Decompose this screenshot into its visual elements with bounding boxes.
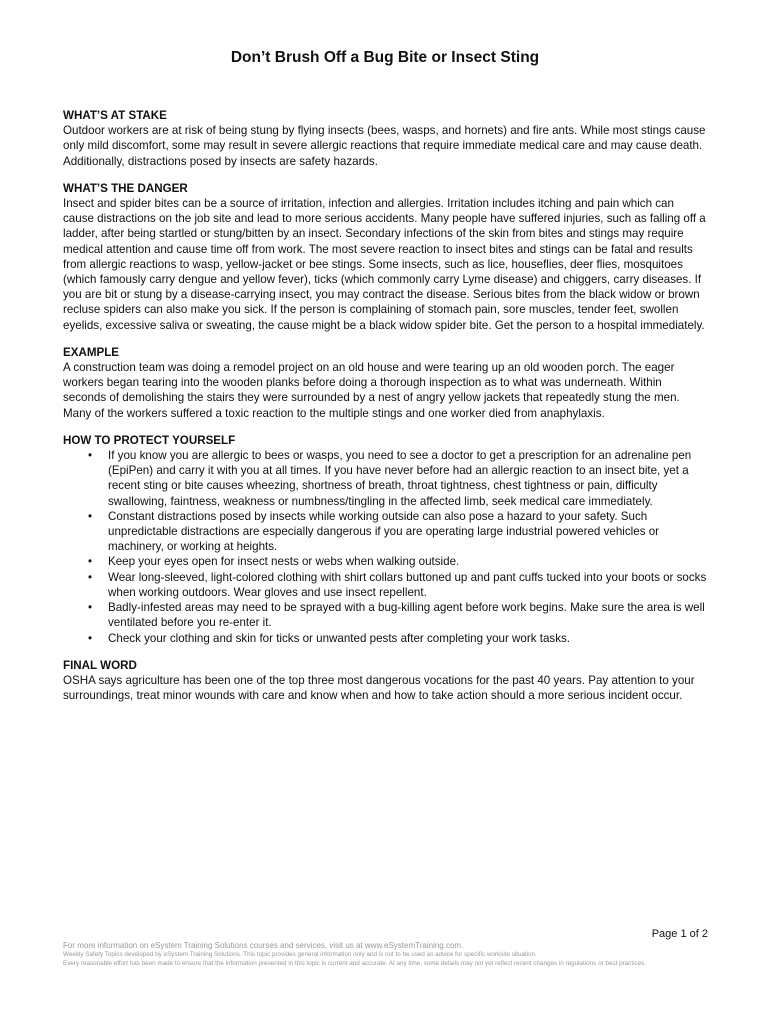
section-whats-the-danger (63, 181, 708, 333)
section-heading: HOW TO PROTECT YOURSELF (63, 433, 236, 447)
page-title: Don’t Brush Off a Bug Bite or Insect Sting (230, 49, 540, 66)
section-text: OSHA says agriculture has been one of the top three most dangerous vocations for the past 40 years. Pay attention to your surroundings, treat minor wounds with care and know when and how to take action should a more serious incident occur. (63, 673, 695, 703)
section-example (63, 345, 708, 421)
bullet-item: • Keep your eyes open for insect nests or webs when walking outside. (63, 554, 708, 569)
section-text: Outdoor workers are at risk of being stung by flying insects (bees, wasps, and hornets) and fire ants. While most stings cause only mild discomfort, some may result in severe allergic reactions that require immediate medical care and may cause death. Additionally, distractions posed by insects are safety hazards. (63, 124, 706, 168)
page-number: Page 1 of 2 (651, 928, 708, 940)
bullet-item: • Check your clothing and skin for ticks or unwanted pests after completing your work tasks. (63, 631, 708, 646)
section-heading: FINAL WORD (63, 658, 137, 672)
footer-disclaimer-line: Weekly Safety Topics developed by eSystem Training Solutions. This topic provides general information only and is not to be used as advice for specific worksite situation. (63, 951, 537, 958)
section-heading: WHAT’S THE DANGER (63, 181, 188, 195)
section-final-word (63, 658, 708, 704)
bullet-item: • Constant distractions posed by insects while working outside can also pose a hazard to your safety. Such unpredictable distractions are especially dangerous if you are operating large industrial powered vehicles or machinery, or working at heights. (63, 509, 708, 555)
bullet-item: • If you know you are allergic to bees or wasps, you need to see a doctor to get a prescription for an adrenaline pen (EpiPen) and carry it with you at all times. If you have never before had an allergic reaction to an insect bite, yet a recent sting or bite causes wheezing, shortness of breath, throat tightness, chest tightness or pain, difficulty swallowing, faintness, weakness or numbness/tingling in the affected limb, seek medical care immediately. (63, 448, 708, 509)
section-heading: WHAT’S AT STAKE (63, 109, 167, 122)
section-whats-at-stake (63, 108, 708, 169)
section-text: Insect and spider bites can be a source of irritation, infection and allergies. Irritation includes itching and pain which can cause distractions on the job site and lead to more serious accidents. Many people have suffered injuries, such as falling off a ladder, after being startled or stung/bitten by an insect. Secondary infections of the skin from bites and stings may require medical attention and cause time off from work. The most severe reaction to insect bites and stings can be fatal and results from allergic reactions to wasp, yellow-jacket or bee stings. Some insects, such as lice, houseflies, deer flies, mosquitoes (which famously carry dengue and yellow fever), ticks (which commonly carry Lyme disease) and chiggers, carry diseases. If you are bit or stung by a disease-carrying insect, you may contract the disease. Serious bites from the black widow or brown recluse spiders can also make you sick. If the person is complaining of stomach pain, sore muscles, tender feet, swollen eyelids, excessive saliva or sweating, the cause might be a black widow spider bite. Get the person to a hospital immediately. (63, 197, 706, 332)
footer-disclaimer-line: Every reasonable effort has been made to ensure that the information presented in this topic is current and accurate. At any time, some details may not yet reflect recent changes in regulations or best practices. (63, 959, 647, 967)
bullet-list (63, 448, 708, 646)
footer-info-line: For more information on eSystem Training Solutions courses and services, visit us at www.eSystemTraining.com. (63, 941, 464, 950)
bullet-item: • Badly-infested areas may need to be sprayed with a bug-killing agent before work begins. Make sure the area is well ventilated before you re-enter it. (63, 600, 708, 630)
bullet-item: • Wear long-sleeved, light-colored clothing with shirt collars buttoned up and pant cuffs tucked into your boots or socks when working outdoors. Wear gloves and use insect repellent. (63, 570, 708, 600)
document-body (63, 108, 708, 715)
section-how-to-protect (63, 433, 708, 646)
footer (63, 940, 713, 968)
section-text: A construction team was doing a remodel project on an old house and were tearing up an old wooden porch. The eager workers began tearing into the wooden planks before doing a thorough inspection as to what was underneath. Within seconds of demolishing the stairs they were surrounded by a nest of angry yellow jackets that repeatedly stung the men. Many of the workers suffered a toxic reaction to the multiple stings and one worker died from anaphylaxis. (63, 361, 680, 420)
section-heading: EXAMPLE (63, 345, 120, 359)
